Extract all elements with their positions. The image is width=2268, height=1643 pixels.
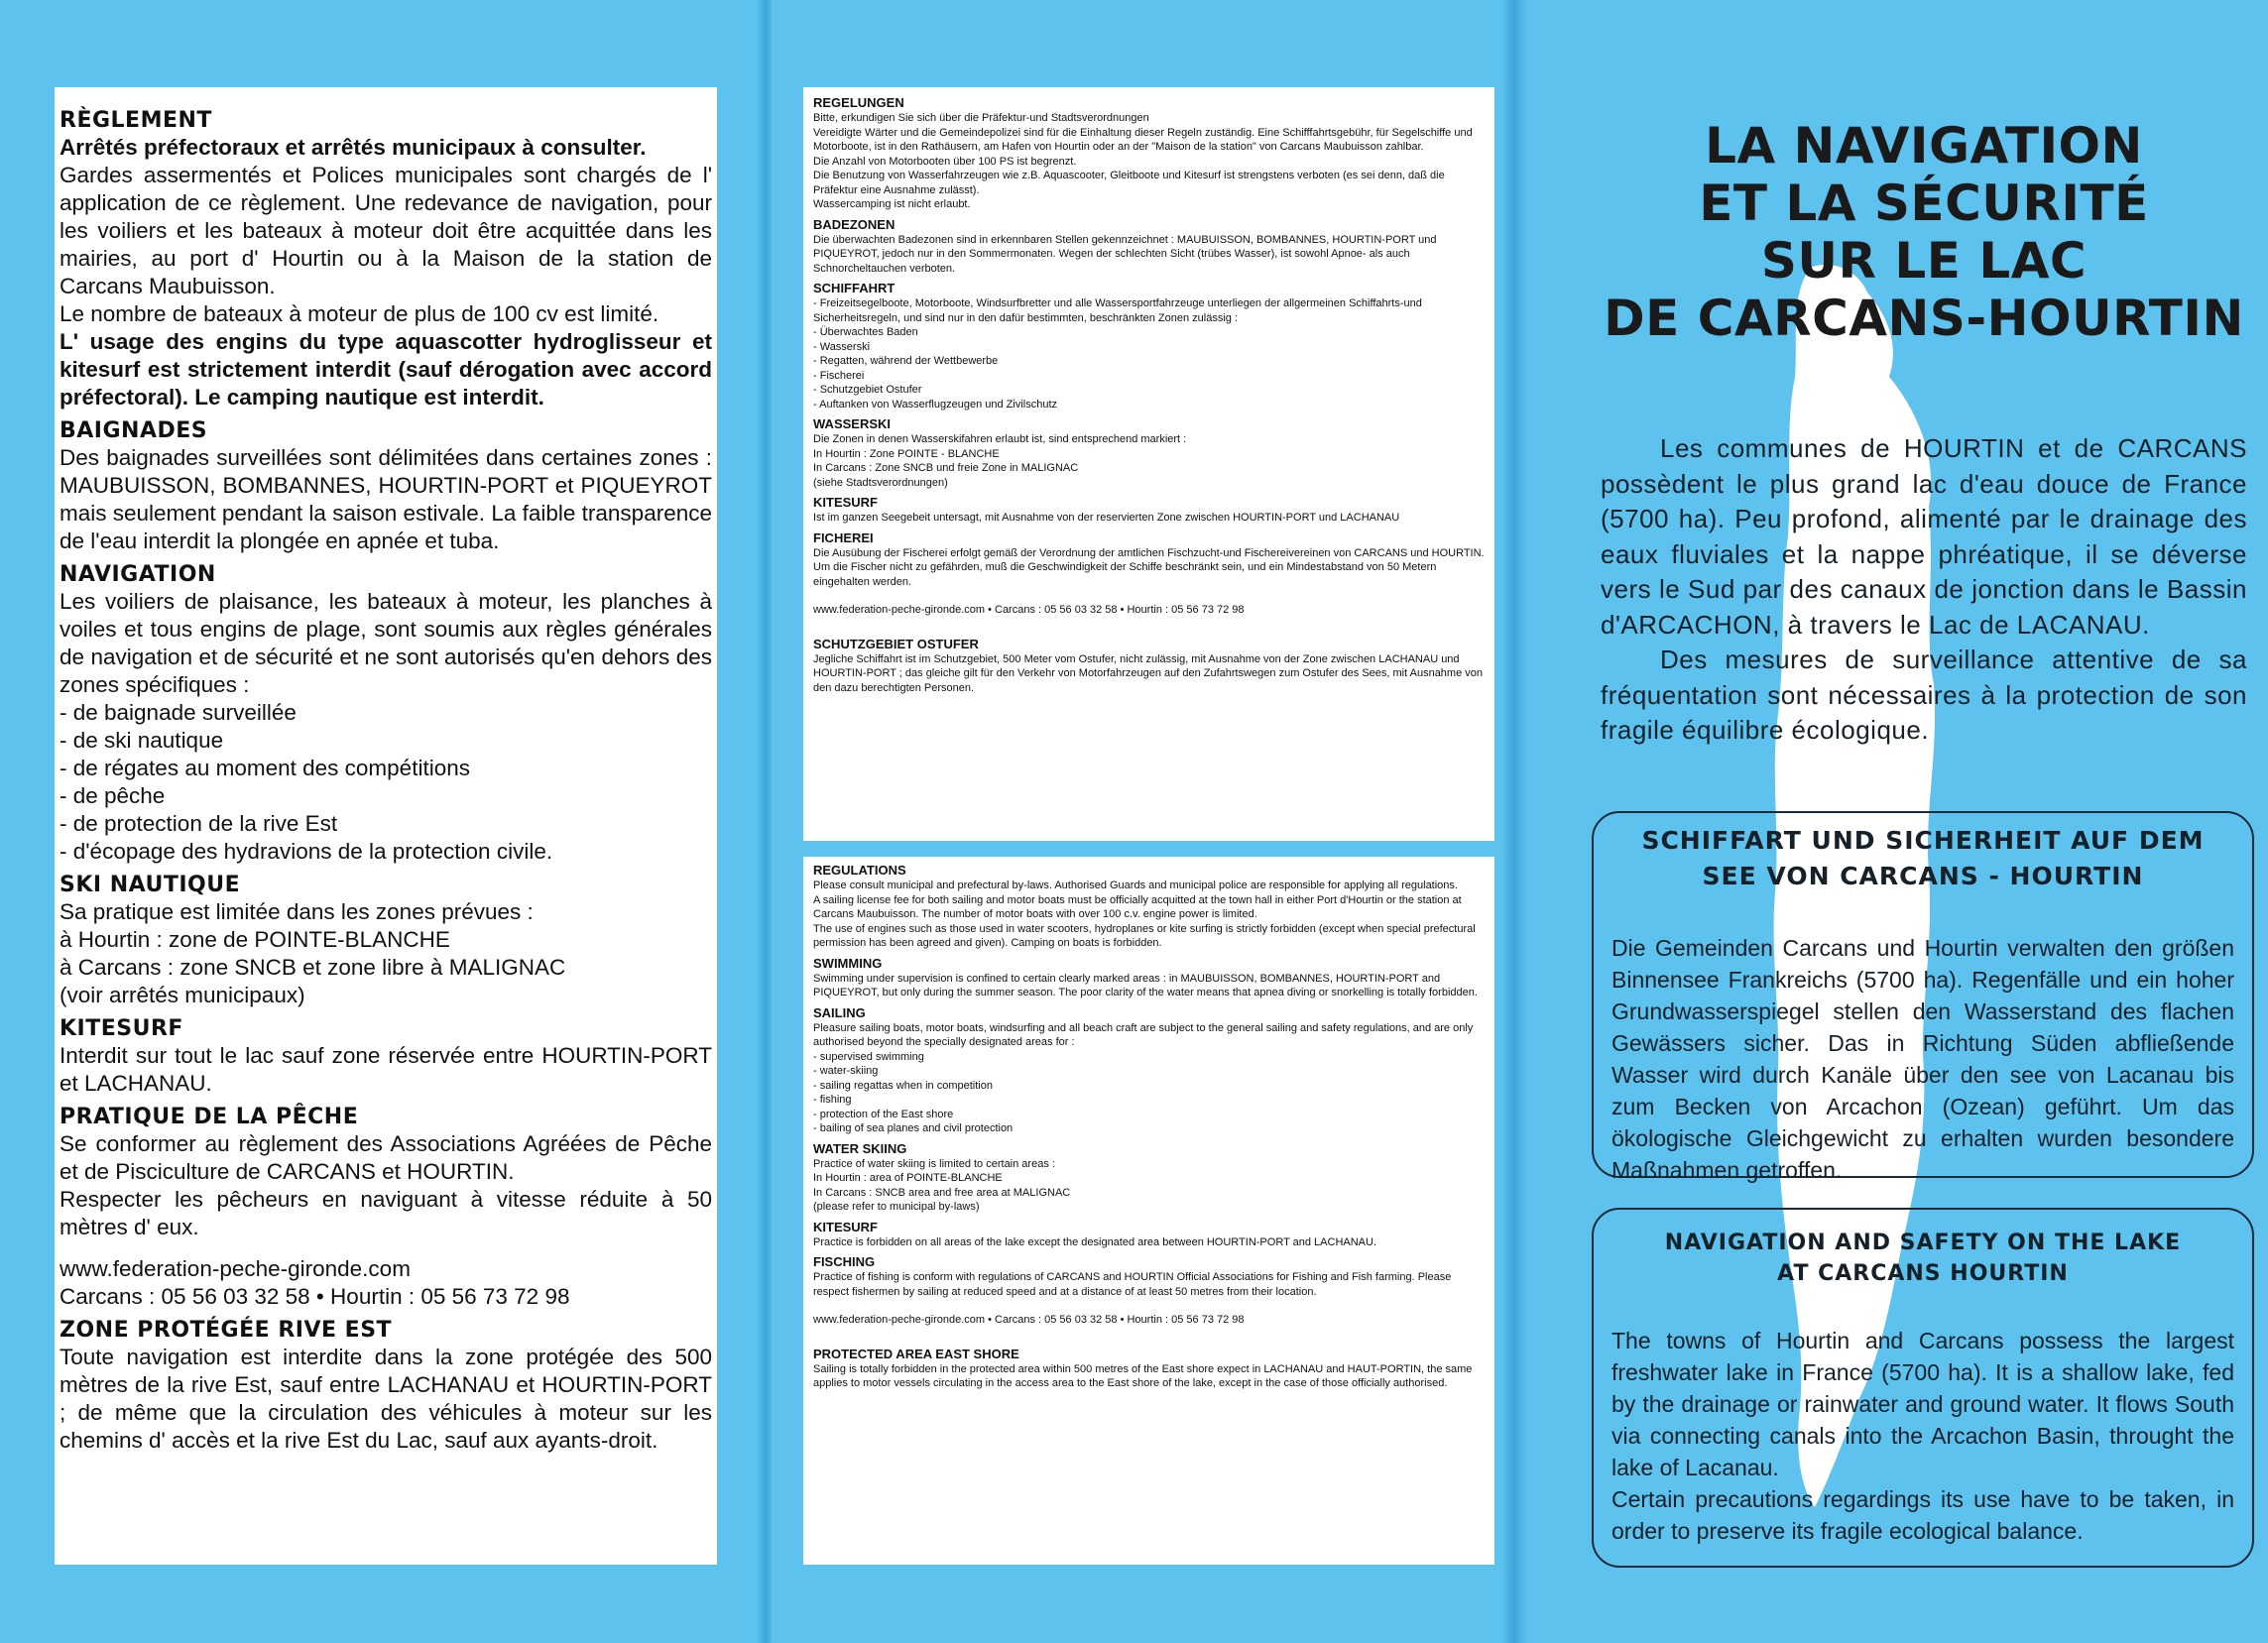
english-regulations [803, 857, 1494, 1565]
text: Sailing is totally forbidden in the protected area within 500 metres of the East shore expect in LACHANAU and HAUT-PORTIN, the same applies to motor vessels circulating in the access area to the East shore of the lake, except in the case of those officially authorised. [813, 1362, 1473, 1389]
text: Practice of water skiing is limited to certain areas : [813, 1157, 1055, 1170]
text: - Schutzgebiet Ostufer [813, 384, 922, 396]
german-regulations [803, 87, 1494, 841]
text: Um die Fischer nicht zu gefährden, muß die Geschwindigkeit der Schiffe beschränkt sein, und ein Mindestabstand von 50 Metern eingehalten werden. [813, 561, 1437, 588]
text: Ist im ganzen Seegebeit untersagt, mit Ausnahme von der reservierten Zone zwischen HOURTIN-PORT und LACHANAU [813, 512, 1400, 524]
text: Swimming under supervision is confined to certain clearly marked areas : in MAUBUISSON, BOMBANNES, HOURTIN-PORT and PIQUEYROT, but only during the summer season. The poor clarity of the water means that apnea diving or snorkelling is totally forbidden. [813, 972, 1478, 998]
text: - bailing of sea planes and civil protection [813, 1122, 1014, 1134]
cover-intro [1601, 431, 2247, 749]
text: Jegliche Schiffahrt ist im Schutzgebiet, 500 Meter vom Ostufer, nicht zulässig, mit Ausnahme von der Zone zwischen LACHANAU und HOURTIN-PORT ; das gleiche gilt für den Verkehr von Motorfahrzeugen auf den Zufahrtswegen zum Ostufer des Sees, mit Ausnahme von den dazu berechtigten Personen. [813, 652, 1484, 694]
text: In Hourtin : Zone POINTE - BLANCHE [813, 447, 1000, 460]
heading-peche: PRATIQUE DE LA PÊCHE [60, 1105, 359, 1129]
heading: SCHIFFAHRT [813, 281, 895, 295]
list-item: - d'écopage des hydravions de la protection civile. [60, 839, 553, 864]
cover-title [1587, 117, 2261, 347]
title-line: AT CARCANS HOURTIN [1777, 1261, 2069, 1286]
text: Wassercamping ist nicht erlaubt. [813, 198, 971, 210]
title-line: SUR LE LAC [1760, 232, 2088, 290]
text: Practice is forbidden on all areas of the lake except the designated area between HOURTIN-PORT and LACHANAU. [813, 1235, 1377, 1248]
heading-baignades: BAIGNADES [60, 418, 208, 443]
text: - Freizeitsegelboote, Motorboote, Windsurfbretter und alle Wassersportfahrzeuge unterliegen der allgermeinen Schiffahrts-und Sicherheitsregeln, und sind nur in den dafür bestimmten, beschränkten Zonen zulässig : [813, 297, 1422, 324]
text: Arrêtés préfectoraux et arrêtés municipaux à consulter. [60, 135, 647, 160]
heading: PROTECTED AREA EAST SHORE [813, 1346, 1019, 1361]
text: (voir arrêtés municipaux) [60, 983, 305, 1007]
heading-zone: ZONE PROTÉGÉE RIVE EST [60, 1318, 393, 1343]
heading-kitesurf: KITESURF [60, 1016, 183, 1041]
heading-ski: SKI NAUTIQUE [60, 873, 241, 897]
list-item: - de régates au moment des compétitions [60, 756, 470, 780]
text: - Fischerei [813, 369, 865, 382]
text: In Carcans : SNCB area and free area at MALIGNAC [813, 1186, 1071, 1199]
text: A sailing license fee for both sailing and motor boats must be officially acquitted at the town hall in either Port d'Hourtin or the station at Carcans Maubuisson. The number of motor boats with over 100 c.v. engine power is limited. [813, 893, 1462, 920]
text: Die Anzahl von Motorbooten über 100 PS ist begrenzt. [813, 155, 1077, 168]
text: - Auftanken von Wasserflugzeugen und Zivilschutz [813, 398, 1058, 411]
list-item: - de baignade surveillée [60, 700, 297, 725]
german-summary-title [1594, 813, 2252, 894]
phone: Carcans : 05 56 03 32 58 • Hourtin : 05 56 73 72 98 [60, 1284, 570, 1309]
text: Please consult municipal and prefectural by-laws. Authorised Guards and municipal police are responsible for applying all regulations. [813, 880, 1458, 891]
heading: SCHUTZGEBIET OSTUFER [813, 636, 979, 651]
fold-line [1501, 0, 1527, 1643]
text: Des baignades surveillées sont délimitées dans certaines zones : MAUBUISSON, BOMBANNES, HOURTIN-PORT et PIQUEYROT mais seulement pendant la saison estivale. La faible transparence de l'eau interdit la plongée en apnée et tuba. [60, 445, 712, 553]
text: In Hourtin : area of POINTE-BLANCHE [813, 1172, 1003, 1184]
text: - supervised swimming [813, 1050, 924, 1063]
text: L' usage des engins du type aquascotter hydroglisseur et kitesurf est strictement interdit (sauf dérogation avec accord préfectoral). Le camping nautique est interdit. [60, 329, 712, 410]
website: www.federation-peche-gironde.com • Carcans : 05 56 03 32 58 • Hourtin : 05 56 73 72 98 [813, 604, 1245, 616]
text: - protection of the East shore [813, 1108, 954, 1120]
title-line: NAVIGATION AND SAFETY ON THE LAKE [1664, 1231, 2182, 1255]
text: The use of engines such as those used in water scooters, hydroplanes or kite surfing is strictly forbidden (except when special prefectural permission has been agreed and given). Camping on boats is forbidden. [813, 922, 1476, 949]
text: (siehe Stadtsverordnungen) [813, 476, 948, 489]
english-summary-text: Certain precautions regardings its use have to be taken, in order to preserve its fragile ecological balance. [1611, 1486, 2234, 1544]
heading: FISCHING [813, 1254, 876, 1269]
list-item: - de ski nautique [60, 728, 224, 753]
german-summary-text: Die Gemeinden Carcans und Hourtin verwalten den größen Binnensee Frankreichs (5700 ha). Regenfälle und ein hoher Grundwasserspiegel stellen den Wasserstand des flachen Gewässers sicher. Das in Richtung Süden abfließende Wasser wird durch Kanäle über den see von Lacanau bis zum Becken von Arcachon (Ozean) geführt. Um das ökologische Gleichgewicht zu erhalten wurden besondere Maßnahmen getroffen. [1611, 935, 2234, 1183]
heading: KITESURF [813, 495, 878, 510]
french-regulations [55, 87, 717, 1565]
heading: SAILING [813, 1004, 866, 1020]
text: - Wasserski [813, 340, 871, 353]
title-line: ET LA SÉCURITÉ [1699, 175, 2149, 232]
nav-list [60, 699, 712, 866]
text: Die Ausübung der Fischerei erfolgt gemäß der Verordnung der amtlichen Fischzucht-und Fischereivereinen von CARCANS und HOURTIN. [813, 546, 1485, 559]
text: - Regatten, während der Wettbewerbe [813, 355, 999, 367]
text: à Carcans : zone SNCB et zone libre à MALIGNAC [60, 955, 566, 980]
text: Toute navigation est interdite dans la zone protégée des 500 mètres de la rive Est, sauf entre LACHANAU et HOURTIN-PORT ; de même que la circulation des véhicules à moteur sur les chemins d' accès et la rive Est du Lac, sauf aux ayants-droit. [60, 1345, 712, 1453]
text: - water-skiing [813, 1065, 879, 1077]
text: Die Zonen in denen Wasserskifahren erlaubt ist, sind entsprechend markiert : [813, 433, 1187, 445]
heading: SWIMMING [813, 955, 883, 971]
text: In Carcans : Zone SNCB und freie Zone in MALIGNAC [813, 462, 1079, 474]
heading: REGULATIONS [813, 863, 906, 878]
title-line: SEE VON CARCANS - HOURTIN [1702, 862, 2144, 890]
german-summary-box [1592, 811, 2254, 1183]
text: Die Benutzung von Wasserfahrzeugen wie z.B. Aquascooter, Gleitboote und Kitesurf ist strengstens verboten (es sei denn, daß die Präfektur eine Ausnahme zulässt). [813, 170, 1445, 196]
heading: BADEZONEN [813, 216, 895, 232]
text: (please refer to municipal by-laws) [813, 1201, 980, 1213]
heading: REGELUNGEN [813, 95, 904, 110]
heading-navigation: NAVIGATION [60, 562, 216, 587]
text: - Überwachtes Baden [813, 326, 918, 338]
heading-reglement: RÈGLEMENT [60, 108, 212, 133]
text: Practice of fishing is conform with regulations of CARCANS and HOURTIN Official Associations for Fishing and Fish farming. Please respect fishermen by sailing at reduced speed and at a distance of at least 50 metres from their location. [813, 1271, 1452, 1298]
heading: WATER SKIING [813, 1140, 907, 1156]
intro-text: Les communes de HOURTIN et de CARCANS possèdent le plus grand lac d'eau douce de France (5700 ha). Peu profond, alimenté par le drainage des eaux fluviales et la nappe phréatique, il se déverse vers le Sud par des canaux de jonction dans le Bassin d'ARCACHON, à travers le Lac de LACANAU. [1601, 433, 2247, 640]
website: www.federation-peche-gironde.com • Carcans : 05 56 03 32 58 • Hourtin : 05 56 73 72 98 [813, 1314, 1245, 1326]
list-item: - de protection de la rive Est [60, 811, 338, 836]
text: Interdit sur tout le lac sauf zone réservée entre HOURTIN-PORT et LACHANAU. [60, 1043, 712, 1096]
text: - fishing [813, 1094, 852, 1106]
english-summary-title [1594, 1210, 2252, 1289]
heading: FICHEREI [813, 529, 874, 545]
text: Respecter les pêcheurs en naviguant à vitesse réduite à 50 mètres d' eux. [60, 1187, 712, 1239]
english-summary-box [1592, 1208, 2254, 1568]
heading: KITESURF [813, 1219, 878, 1234]
list-item: - de pêche [60, 783, 166, 808]
title-line: LA NAVIGATION [1705, 117, 2143, 175]
text: Le nombre de bateaux à moteur de plus de 100 cv est limité. [60, 301, 659, 326]
text: à Hourtin : zone de POINTE-BLANCHE [60, 927, 450, 952]
website: www.federation-peche-gironde.com [60, 1256, 411, 1281]
text: Die überwachten Badezonen sind in erkennbaren Stellen gekennzeichnet : MAUBUISSON, BOMBANNES, HOURTIN-PORT und PIQUEYROT, jedoch nur in den Sommermonaten. Wegen der schlechten Sicht (trübes Wasser), ist sowohl Apnoe- als auch Schnorcheltauchen verboten. [813, 233, 1437, 275]
intro-text: Des mesures de surveillance attentive de sa fréquentation sont nécessaires à la protection de son fragile équilibre écologique. [1601, 645, 2247, 745]
english-summary-text: The towns of Hourtin and Carcans possess the largest freshwater lake in France (5700 ha). It is a shallow lake, fed by the drainage or rainwater and ground water. It flows South via connecting canals into the Arcachon Basin, throught the lake of Lacanau. [1611, 1328, 2234, 1480]
text: Sa pratique est limitée dans les zones prévues : [60, 899, 534, 924]
text: Les voiliers de plaisance, les bateaux à moteur, les planches à voiles et tous engins de plage, sont soumis aux règles générales de navigation et de sécurité et ne sont autorisés qu'en dehors des zones spécifiques : [60, 589, 712, 697]
text: - sailing regattas when in competition [813, 1079, 993, 1092]
title-line: SCHIFFART UND SICHERHEIT AUF DEM [1641, 826, 2205, 855]
text: Pleasure sailing boats, motor boats, windsurfing and all beach craft are subject to the general sailing and safety regulations, and are only authorised beyond the specially designated areas for : [813, 1021, 1474, 1048]
text: Gardes assermentés et Polices municipales sont chargés de l' application de ce règlement. Une redevance de navigation, pour les voiliers et les bateaux à moteur doit être acquittée dans les mairies, au port d' Hourtin ou à la Maison de la station de Carcans Maubuisson. [60, 163, 712, 298]
text: Se conformer au règlement des Associations Agréées de Pêche et de Pisciculture de CARCANS et HOURTIN. [60, 1131, 712, 1184]
text: Bitte, erkundigen Sie sich über die Präfektur-und Stadtsverordnungen [813, 112, 1149, 124]
text: Vereidigte Wärter und die Gemeindepolizei sind für die Einhaltung dieser Regeln zuständig. Eine Schifffahrtsgebühr, für Segelschiffe und Motorboote, ist in den Rathäusern, am Hafen von Hourtin oder an der "Maison de la station" von Carcans Maubuisson zahlbar. [813, 126, 1473, 153]
heading: WASSERSKI [813, 416, 892, 431]
title-line: DE CARCANS-HOURTIN [1604, 290, 2244, 347]
